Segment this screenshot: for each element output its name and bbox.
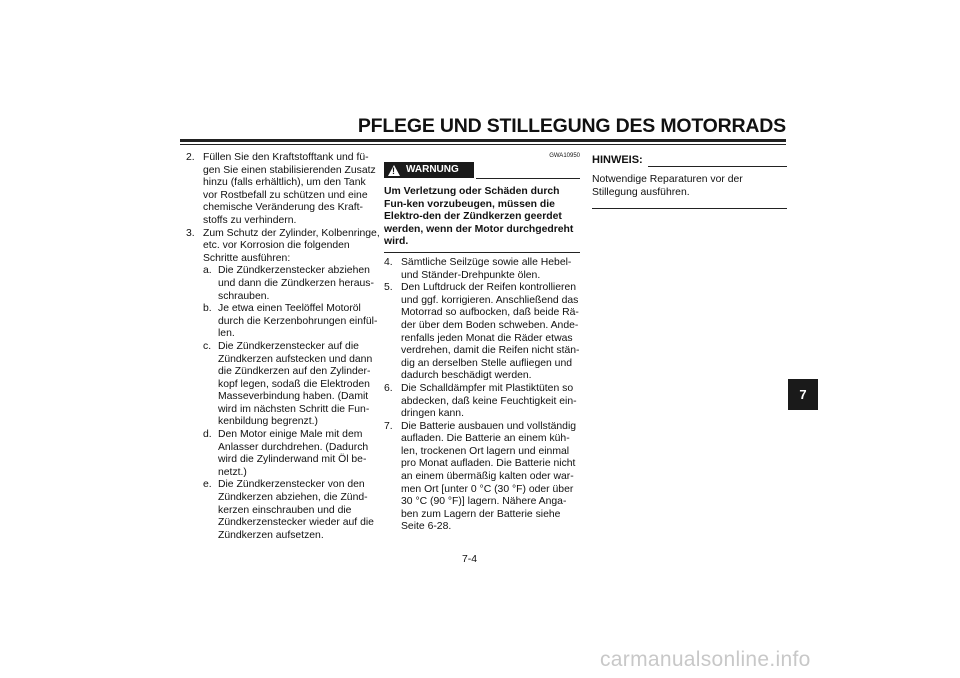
item-number: 3. — [186, 227, 195, 239]
chapter-tab: 7 — [788, 379, 818, 410]
warning-header — [384, 162, 580, 182]
list-item — [186, 152, 381, 228]
note-bottom-rule — [592, 208, 787, 209]
sub-item-letter: c. — [203, 340, 212, 352]
sub-item-text: Je etwa einen Teelöffel Motoröl durch die Kerzenbohrungen einfül-len. — [218, 303, 378, 340]
sub-item-letter: b. — [203, 303, 212, 315]
item-number: 5. — [384, 282, 393, 294]
sub-list-item — [186, 479, 381, 542]
sub-item-letter: a. — [203, 265, 212, 277]
column-left — [186, 152, 381, 542]
column-right — [592, 152, 787, 209]
item-text: Die Batterie ausbauen und vollständig aufladen. Die Batterie an einem küh-len, trockenen Ort lagern und einmal pro Monat aufladen. Die Batterie nicht an einem übermäßig kalten oder war-men Ort [unter 0 °C (30 °F) oder über 30 °C (90 °F)] lagern. Nähere Anga-ben zum Lagern der Batterie siehe Seite 6-28. — [401, 420, 577, 533]
warning-code: GWA10950 — [549, 153, 580, 159]
sub-list-item — [186, 265, 381, 303]
list-item — [186, 228, 381, 266]
warning-badge — [384, 162, 474, 178]
watermark: carmanualsonline.info — [600, 648, 811, 671]
note-rule — [648, 166, 787, 167]
note-label: HINWEIS: — [592, 154, 643, 166]
item-text: Die Schalldämpfer mit Plastiktüten so abdecken, daß keine Feuchtigkeit ein-dringen kann. — [401, 382, 577, 420]
item-text: Den Luftdruck der Reifen kontrollieren und ggf. korrigieren. Anschließend das Motorrad so aufbocken, daß beide Rä-der über dem Boden schweben. Ande-renfalls jeden Monat die Räder etwas verdrehen, damit die Reifen nicht stän-dig an derselben Stelle aufliegen und dadurch beschädigt werden. — [401, 282, 580, 382]
sub-item-letter: d. — [203, 429, 212, 441]
item-number: 4. — [384, 256, 393, 268]
list-item — [384, 383, 580, 421]
list-item — [384, 421, 580, 534]
item-number: 2. — [186, 152, 195, 163]
column-middle — [384, 152, 580, 534]
sub-list-item — [186, 303, 381, 341]
sub-list-item — [186, 429, 381, 479]
item-text: Zum Schutz der Zylinder, Kolbenringe, etc. vor Korrosion die folgenden Schritte ausführen: — [203, 227, 380, 264]
sub-item-text: Die Zündkerzenstecker auf die Zündkerzen aufstecken und dann die Zündkerzen auf den Zylinder-kopf legen, sodaß die Elektroden Masseverbindung haben. (Damit wird im nächsten Schritt die Fun-kenbildung begrenzt.) — [218, 340, 373, 428]
title-rule-thin — [180, 144, 786, 145]
sub-item-text: Die Zündkerzenstecker von den Zündkerzen abziehen, die Zünd-kerzen einschrauben und die Zündkerzenstecker wieder auf die Zündkerzen aufsetzen. — [218, 479, 374, 541]
page-title: PFLEGE UND STILLEGUNG DES MOTORRADS — [357, 115, 786, 137]
warning-bottom-rule — [384, 252, 580, 253]
warning-triangle-icon — [388, 165, 400, 176]
title-rule — [180, 139, 786, 142]
list-item — [384, 282, 580, 383]
sub-list-item — [186, 341, 381, 429]
sub-item-text: Die Zündkerzenstecker abziehen und dann die Zündkerzen heraus-schrauben. — [218, 265, 374, 302]
page-number: 7-4 — [462, 554, 478, 565]
warning-label: WARNUNG — [406, 163, 459, 175]
warning-text: Um Verletzung oder Schäden durch Fun-ken vorzubeugen, müssen die Elektro-den der Zündkerzen geerdet werden, wenn der Motor durchgedreht wird. — [384, 186, 574, 248]
item-text: Füllen Sie den Kraftstofftank und fü-gen Sie einen stabilisierenden Zusatz hinzu (falls erhältlich), um den Tank vor Rostbefall zu schützen und eine chemische Veränderung des Kraft-stoffs zu verhindern. — [203, 152, 376, 226]
item-text: Sämtliche Seilzüge sowie alle Hebel- und Ständer-Drehpunkte ölen. — [401, 256, 572, 281]
warning-rule — [476, 178, 580, 179]
sub-item-text: Den Motor einige Male mit dem Anlasser durchdrehen. (Dadurch wird die Zylinderwand mit Öl be-netzt.) — [218, 429, 369, 478]
sub-item-letter: e. — [203, 479, 212, 491]
note-text: Notwendige Reparaturen vor der Stillegung ausführen. — [592, 174, 743, 198]
note-header — [592, 152, 787, 168]
item-number: 6. — [384, 382, 393, 394]
item-number: 7. — [384, 420, 393, 432]
list-item — [384, 257, 580, 282]
